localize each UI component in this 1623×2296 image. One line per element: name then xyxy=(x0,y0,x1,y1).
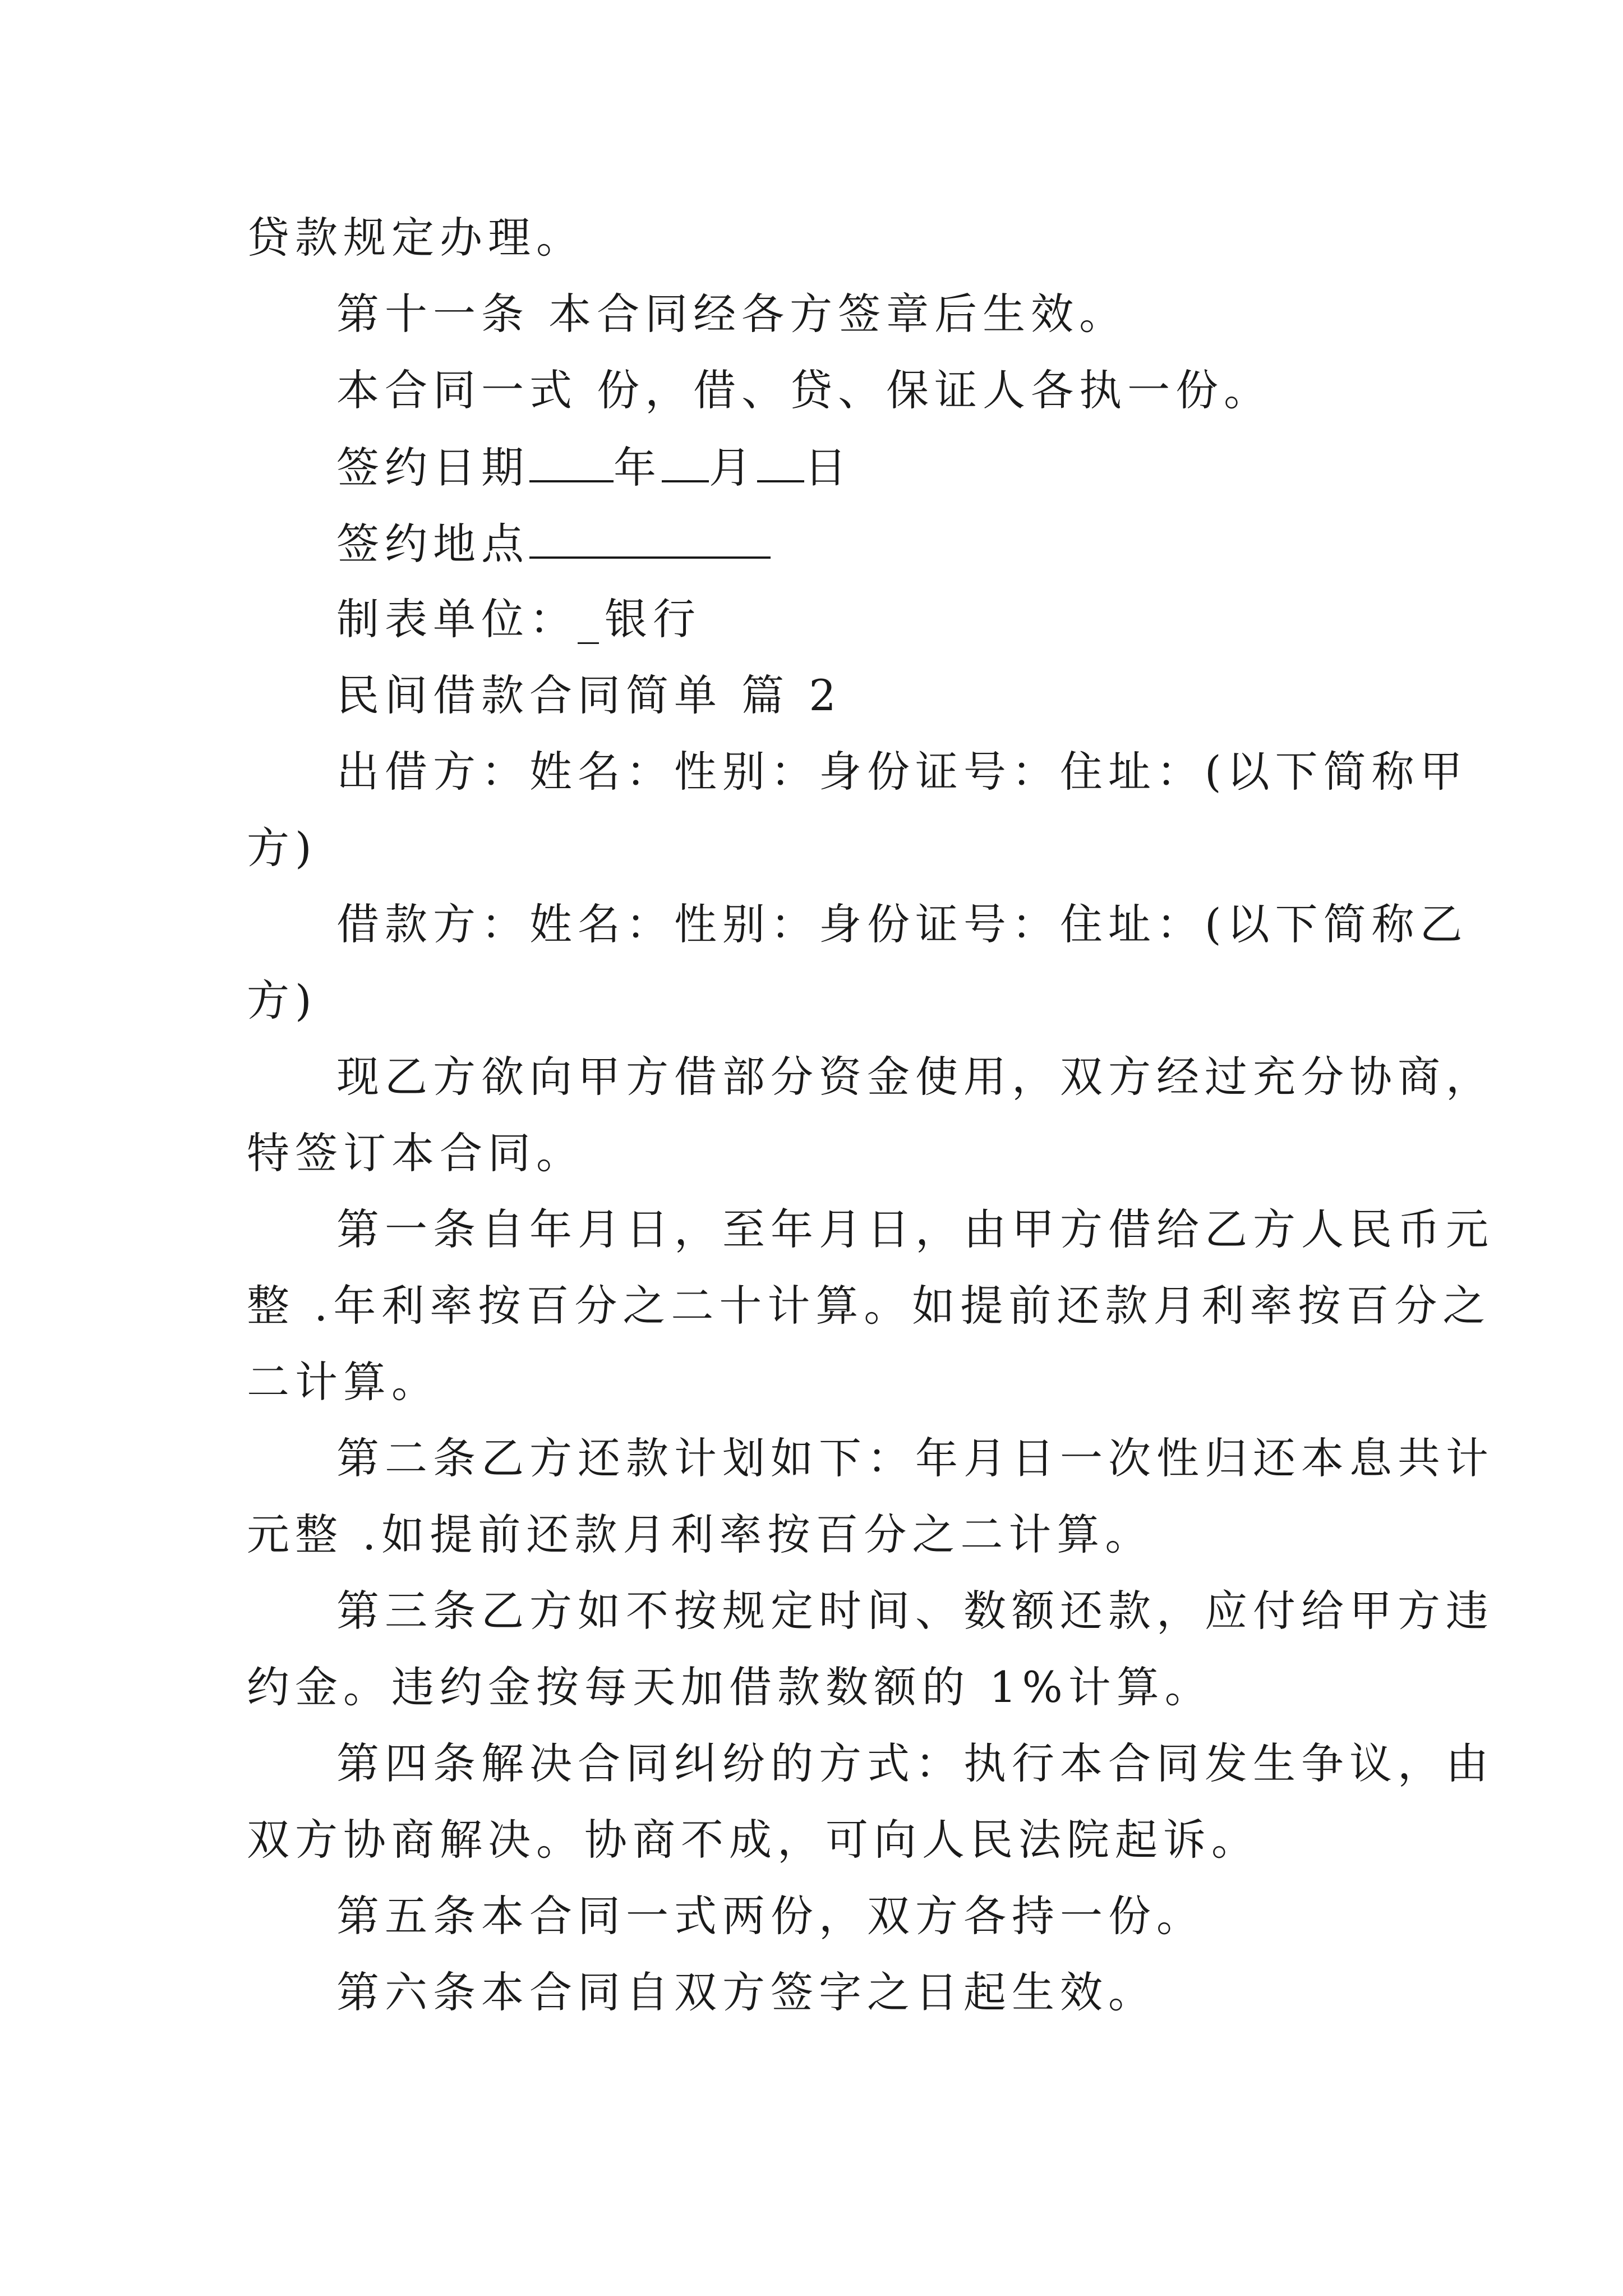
signing-place-blank xyxy=(529,522,771,559)
text-line: 方) xyxy=(247,976,317,1025)
text-line: 双方协商解决。协商不成，可向人民法院起诉。 xyxy=(247,1815,1260,1865)
signing-date-label: 签约日期 xyxy=(336,443,529,493)
text-line: 现乙方欲向甲方借部分资金使用，双方经过充分协商， xyxy=(336,1052,1494,1102)
text-line: 特签订本合同。 xyxy=(247,1128,584,1178)
article-6-line: 第六条本合同自双方签字之日起生效。 xyxy=(336,1967,1156,2017)
year-label: 年 xyxy=(614,443,662,493)
article-4-line: 第四条解决合同纠纷的方式：执行本合同发生争议，由 xyxy=(336,1738,1494,1788)
day-blank xyxy=(757,445,804,482)
day-label: 日 xyxy=(804,443,852,493)
article-1-line: 第一条自年月日，至年月日，由甲方借给乙方人民币元 xyxy=(336,1204,1494,1254)
month-blank xyxy=(662,445,709,482)
year-blank xyxy=(529,445,614,482)
article-11-heading: 第十一条 本合同经各方签章后生效。 xyxy=(336,289,1128,339)
text-line: 贷款规定办理。 xyxy=(247,213,584,263)
signing-date-line xyxy=(336,443,852,493)
text-line: 整 .年利率按百分之二十计算。如提前还款月利率按百分之 xyxy=(247,1281,1491,1331)
text-line: 出借方：姓名：性别：身份证号：住址：(以下简称甲 xyxy=(336,747,1468,797)
text-line: 二计算。 xyxy=(247,1357,440,1407)
text-line: 约金。违约金按每天加借款数额的 1%计算。 xyxy=(247,1662,1213,1712)
article-5-line: 第五条本合同一式两份，双方各持一份。 xyxy=(336,1891,1205,1941)
text-line: 借款方：姓名：性别：身份证号：住址：(以下简称乙 xyxy=(336,899,1468,949)
article-3-line: 第三条乙方如不按规定时间、数额还款，应付给甲方违 xyxy=(336,1586,1494,1636)
section-title: 民间借款合同简单 篇 2 xyxy=(336,670,842,720)
text-line: 元整 .如提前还款月利率按百分之二计算。 xyxy=(247,1510,1154,1559)
text-line: 制表单位：_银行 xyxy=(336,594,701,644)
text-line: 本合同一式 份，借、贷、保证人各执一份。 xyxy=(336,365,1272,415)
text-line: 方) xyxy=(247,823,317,873)
article-2-line: 第二条乙方还款计划如下：年月日一次性归还本息共计 xyxy=(336,1433,1494,1483)
signing-place-line xyxy=(336,519,771,569)
signing-place-label: 签约地点 xyxy=(336,519,529,569)
month-label: 月 xyxy=(709,443,757,493)
